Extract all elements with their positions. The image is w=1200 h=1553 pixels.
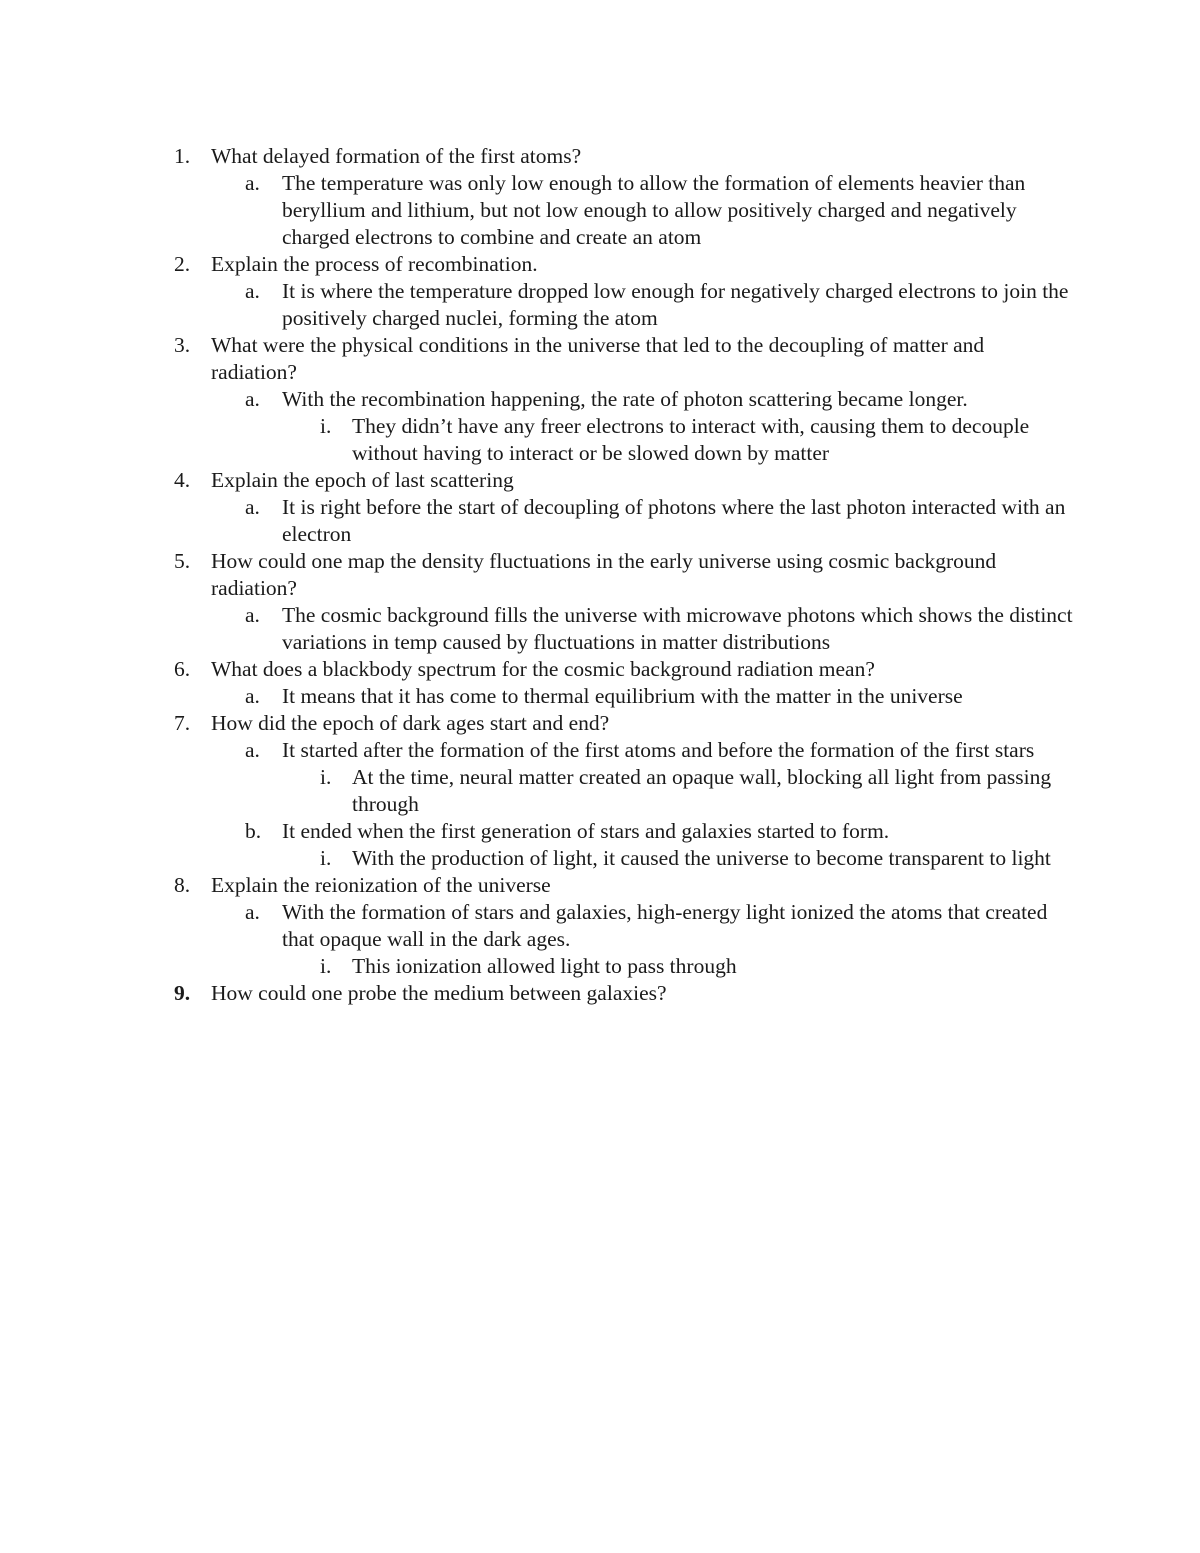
answer-item: [0, 818, 1073, 845]
answer-text: It started after the formation of the first atoms and before the formation of the first stars: [282, 738, 1035, 762]
answer-item: [0, 683, 1073, 710]
sub-answer-item: [0, 953, 1073, 980]
list-marker: 6.: [174, 657, 191, 681]
list-marker: 2.: [174, 252, 191, 276]
list-marker: i.: [320, 765, 332, 789]
list-marker: a.: [245, 171, 260, 195]
list-marker: a.: [245, 495, 260, 519]
sub-answer-item: [0, 764, 1073, 818]
list-marker: a.: [245, 900, 260, 924]
question-item: [0, 872, 1073, 899]
question-list: [0, 143, 1200, 1007]
question-text: Explain the process of recombination.: [211, 252, 538, 276]
answer-text: It is where the temperature dropped low enough for negatively charged electrons to join the positively charged nuclei, forming the atom: [282, 279, 1069, 330]
answer-item: [0, 494, 1073, 548]
question-text: How did the epoch of dark ages start and end?: [211, 711, 610, 735]
answer-text: With the formation of stars and galaxies, high-energy light ionized the atoms that created that opaque wall in the dark ages.: [282, 900, 1048, 951]
answer-text: It is right before the start of decoupling of photons where the last photon interacted with an electron: [282, 495, 1066, 546]
list-marker: a.: [245, 387, 260, 411]
answer-text: It ended when the first generation of stars and galaxies started to form.: [282, 819, 890, 843]
list-marker: 4.: [174, 468, 191, 492]
list-marker: 7.: [174, 711, 191, 735]
answer-text: The temperature was only low enough to allow the formation of elements heavier than beryllium and lithium, but not low enough to allow positively charged and negatively charged electrons to combine and create an atom: [282, 171, 1026, 249]
answer-item: [0, 899, 1073, 953]
answer-item: [0, 386, 1073, 413]
answer-text: The cosmic background fills the universe with microwave photons which shows the distinct variations in temp caused by fluctuations in matter distributions: [282, 603, 1073, 654]
sub-answer-item: [0, 845, 1073, 872]
list-marker: i.: [320, 846, 332, 870]
question-text: What were the physical conditions in the universe that led to the decoupling of matter and radiation?: [211, 333, 985, 384]
question-item: [0, 548, 1073, 602]
answer-text: With the recombination happening, the rate of photon scattering became longer.: [282, 387, 968, 411]
list-marker: 1.: [174, 144, 191, 168]
list-marker: i.: [320, 954, 332, 978]
list-marker: 9.: [174, 981, 191, 1005]
question-text: How could one probe the medium between galaxies?: [211, 981, 667, 1005]
question-text: How could one map the density fluctuations in the early universe using cosmic background radiation?: [211, 549, 997, 600]
question-item: [0, 143, 1073, 170]
list-marker: a.: [245, 279, 260, 303]
question-item: [0, 980, 1073, 1007]
sub-answer-text: They didn’t have any freer electrons to interact with, causing them to decouple without having to interact or be slowed down by matter: [352, 414, 1030, 465]
answer-item: [0, 278, 1073, 332]
answer-item: [0, 170, 1073, 251]
sub-answer-item: [0, 413, 1073, 467]
sub-answer-text: With the production of light, it caused the universe to become transparent to light: [352, 846, 1051, 870]
list-marker: a.: [245, 738, 260, 762]
question-text: What does a blackbody spectrum for the cosmic background radiation mean?: [211, 657, 875, 681]
list-marker: b.: [245, 819, 262, 843]
list-marker: a.: [245, 603, 260, 627]
answer-item: [0, 737, 1073, 764]
list-marker: 5.: [174, 549, 191, 573]
list-marker: i.: [320, 414, 332, 438]
question-text: Explain the epoch of last scattering: [211, 468, 514, 492]
list-marker: 8.: [174, 873, 191, 897]
question-item: [0, 710, 1073, 737]
answer-text: It means that it has come to thermal equilibrium with the matter in the universe: [282, 684, 963, 708]
sub-answer-text: At the time, neural matter created an opaque wall, blocking all light from passing through: [352, 765, 1052, 816]
question-item: [0, 467, 1073, 494]
list-marker: a.: [245, 684, 260, 708]
sub-answer-text: This ionization allowed light to pass through: [352, 954, 737, 978]
question-item: [0, 332, 1073, 386]
list-marker: 3.: [174, 333, 191, 357]
question-text: Explain the reionization of the universe: [211, 873, 551, 897]
question-item: [0, 251, 1073, 278]
answer-item: [0, 602, 1073, 656]
question-item: [0, 656, 1073, 683]
question-text: What delayed formation of the first atoms?: [211, 144, 582, 168]
